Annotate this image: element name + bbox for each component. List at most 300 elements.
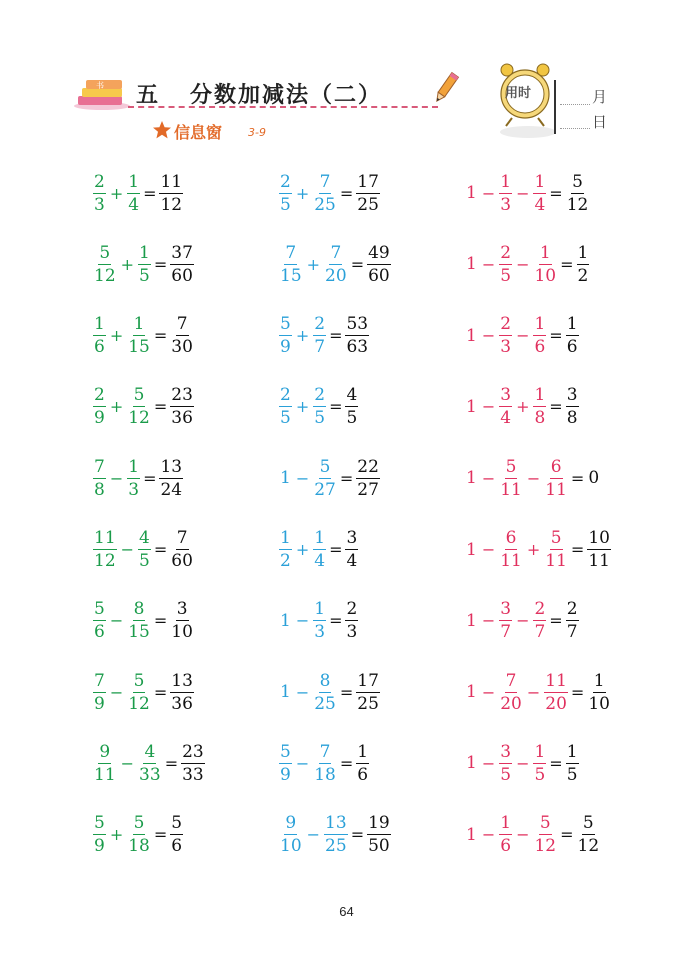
equation-row <box>92 311 195 361</box>
whole-number: 1 <box>280 682 291 703</box>
minus-sign: − <box>295 682 310 702</box>
numerator: 53 <box>346 314 369 335</box>
numerator: 5 <box>133 670 145 691</box>
numerator: 17 <box>357 670 379 691</box>
equals-sign: = <box>350 254 365 274</box>
equation-row <box>464 168 590 218</box>
denominator: 10 <box>171 622 193 643</box>
fraction <box>92 243 118 286</box>
denominator: 8 <box>534 408 546 429</box>
denominator: 3 <box>500 337 512 358</box>
numerator: 2 <box>346 599 358 620</box>
denominator: 5 <box>346 408 358 429</box>
fraction <box>323 813 349 856</box>
equation-row <box>92 810 184 860</box>
equation-row <box>92 525 195 575</box>
numerator: 1 <box>314 599 326 620</box>
denominator: 9 <box>94 836 105 857</box>
whole-number: 1 <box>466 468 477 489</box>
fraction <box>312 457 338 500</box>
fraction <box>498 457 524 500</box>
numerator: 19 <box>368 813 390 834</box>
fraction <box>498 671 524 714</box>
fraction <box>92 172 107 215</box>
minus-sign: − <box>306 825 321 845</box>
equation-row <box>92 667 195 717</box>
denominator: 6 <box>500 836 512 857</box>
fraction <box>92 671 107 714</box>
numerator: 11 <box>160 171 183 192</box>
fraction <box>543 528 569 571</box>
denominator: 5 <box>566 764 578 785</box>
equals-sign: = <box>164 753 179 773</box>
equation-row <box>464 738 580 788</box>
denominator: 6 <box>94 622 105 643</box>
answer-fraction <box>586 528 612 571</box>
fraction <box>278 813 304 856</box>
minus-sign: − <box>481 468 496 488</box>
plus-sign: + <box>109 326 124 346</box>
minus-sign: − <box>120 753 135 773</box>
denominator: 3 <box>500 194 512 215</box>
answer-fraction <box>169 314 195 357</box>
answer-fraction <box>344 385 359 428</box>
fraction <box>312 599 327 642</box>
equation-row <box>464 382 580 432</box>
denominator: 60 <box>368 265 390 286</box>
equation-row <box>464 667 612 717</box>
numerator: 2 <box>500 314 512 335</box>
numerator: 23 <box>171 385 193 406</box>
numerator: 2 <box>314 385 326 406</box>
fraction <box>92 314 107 357</box>
equation-row <box>464 453 601 503</box>
denominator: 25 <box>325 836 347 857</box>
fraction <box>92 457 107 500</box>
equals-sign: = <box>570 468 585 488</box>
denominator: 11 <box>500 479 522 500</box>
answer-fraction <box>366 813 392 856</box>
fraction <box>92 528 118 571</box>
equation-row <box>92 596 195 646</box>
equals-sign: = <box>153 254 168 274</box>
numerator: 5 <box>133 385 145 406</box>
equation-row <box>464 239 590 289</box>
fraction <box>532 599 547 642</box>
equation-row <box>92 239 195 289</box>
minus-sign: − <box>516 825 530 845</box>
denominator: 3 <box>314 622 326 643</box>
numerator: 1 <box>593 670 605 691</box>
minus-sign: − <box>481 326 496 346</box>
denominator: 7 <box>534 622 546 643</box>
equation-row <box>278 525 359 575</box>
fraction <box>312 314 327 357</box>
denominator: 25 <box>357 693 379 714</box>
equals-sign: = <box>153 326 168 346</box>
plus-sign: + <box>295 326 310 346</box>
equals-sign: = <box>339 753 354 773</box>
minus-sign: − <box>109 611 124 631</box>
answer-fraction <box>169 813 184 856</box>
denominator: 11 <box>545 551 567 571</box>
denominator: 36 <box>171 408 193 429</box>
numerator: 11 <box>545 670 567 691</box>
plus-sign: + <box>109 825 124 845</box>
minus-sign: − <box>516 753 530 773</box>
denominator: 5 <box>139 265 150 286</box>
plus-sign: + <box>109 397 124 417</box>
answer-fraction <box>586 671 612 714</box>
denominator: 11 <box>588 551 610 571</box>
denominator: 5 <box>500 764 512 785</box>
whole-number: 1 <box>466 325 477 346</box>
denominator: 10 <box>280 836 302 857</box>
answer-fraction <box>355 457 381 500</box>
fraction <box>126 385 152 428</box>
denominator: 30 <box>171 337 193 358</box>
denominator: 4 <box>500 408 512 429</box>
denominator: 20 <box>500 693 522 714</box>
minus-sign: − <box>120 540 135 559</box>
fraction <box>312 528 327 571</box>
fraction <box>543 671 569 714</box>
answer-fraction <box>169 599 195 642</box>
numerator: 4 <box>144 741 156 762</box>
numerator: 2 <box>500 242 512 263</box>
fraction <box>498 385 513 428</box>
numerator: 8 <box>319 670 331 691</box>
plus-sign: + <box>109 183 124 203</box>
fraction <box>126 172 141 215</box>
whole-number: 1 <box>466 183 477 203</box>
minus-sign: − <box>481 753 496 773</box>
fraction <box>312 742 338 785</box>
fraction <box>278 385 293 428</box>
numerator: 5 <box>505 456 517 477</box>
answer-fraction <box>565 742 580 785</box>
minus-sign: − <box>516 254 530 274</box>
plus-sign: + <box>120 254 135 274</box>
numerator: 4 <box>346 385 358 406</box>
numerator: 3 <box>176 599 188 620</box>
numerator: 7 <box>319 171 331 192</box>
numerator: 5 <box>94 813 105 834</box>
denominator: 11 <box>500 551 522 571</box>
equation-row <box>278 596 359 646</box>
chapter-number: 五 <box>136 83 159 108</box>
info-window-label: 信息窗 <box>174 123 223 142</box>
equals-sign: = <box>329 611 343 631</box>
minus-sign: − <box>481 254 496 274</box>
equation-row <box>278 168 381 218</box>
numerator: 3 <box>500 385 512 406</box>
denominator: 33 <box>182 764 204 785</box>
numerator: 1 <box>128 171 140 192</box>
denominator: 11 <box>545 479 567 500</box>
minus-sign: − <box>481 397 496 417</box>
denominator: 5 <box>280 194 291 215</box>
info-window-code: 3-9 <box>248 126 266 139</box>
answer-fraction <box>355 172 381 215</box>
whole-number: 1 <box>466 539 477 560</box>
equals-sign: = <box>153 397 168 417</box>
denominator: 2 <box>280 551 291 571</box>
fraction <box>278 243 304 286</box>
denominator: 27 <box>357 479 379 500</box>
answer-fraction <box>344 599 359 642</box>
denominator: 8 <box>566 408 578 429</box>
numerator: 3 <box>346 528 358 548</box>
numerator: 1 <box>500 171 512 192</box>
fraction <box>532 742 547 785</box>
denominator: 12 <box>94 551 116 571</box>
equation-row <box>92 382 195 432</box>
numerator: 1 <box>577 242 589 263</box>
answer-number: 0 <box>588 468 600 489</box>
denominator: 50 <box>368 836 390 857</box>
denominator: 9 <box>280 764 291 785</box>
answer-fraction <box>158 172 184 215</box>
denominator: 9 <box>94 693 105 714</box>
answer-fraction <box>366 243 392 286</box>
plus-sign: + <box>295 540 310 559</box>
denominator: 18 <box>314 764 336 785</box>
denominator: 7 <box>566 622 578 643</box>
denominator: 12 <box>534 836 557 857</box>
numerator: 9 <box>99 741 111 762</box>
minus-sign: − <box>295 611 310 631</box>
whole-number: 1 <box>466 254 477 275</box>
numerator: 5 <box>99 242 111 263</box>
equation-row <box>92 738 206 788</box>
numerator: 23 <box>182 741 204 762</box>
denominator: 12 <box>160 194 183 215</box>
minus-sign: − <box>516 611 530 631</box>
denominator: 20 <box>545 693 567 714</box>
svg-text:书: 书 <box>96 81 104 90</box>
numerator: 1 <box>357 741 369 762</box>
numerator: 5 <box>280 314 291 335</box>
numerator: 5 <box>280 741 291 762</box>
fraction <box>278 172 293 215</box>
denominator: 4 <box>314 551 326 571</box>
denominator: 9 <box>94 408 105 429</box>
fraction <box>126 599 152 642</box>
fraction <box>126 314 152 357</box>
denominator: 9 <box>280 337 291 358</box>
equation-row <box>464 311 580 361</box>
numerator: 5 <box>539 813 551 834</box>
numerator: 2 <box>314 314 326 335</box>
equals-sign: = <box>339 468 354 488</box>
numerator: 7 <box>330 242 342 263</box>
denominator: 15 <box>128 622 150 643</box>
fraction <box>498 314 513 357</box>
denominator: 25 <box>314 194 336 215</box>
numerator: 7 <box>285 242 297 263</box>
denominator: 15 <box>128 337 150 358</box>
denominator: 27 <box>314 479 336 500</box>
answer-fraction <box>344 314 370 357</box>
fraction <box>137 742 163 785</box>
minus-sign: − <box>481 183 496 203</box>
equation-row <box>92 453 184 503</box>
fraction <box>92 385 107 428</box>
equals-sign: = <box>143 183 157 203</box>
answer-fraction <box>169 671 195 714</box>
fraction <box>312 385 327 428</box>
denominator: 12 <box>577 836 600 857</box>
fraction <box>498 742 513 785</box>
equals-sign: = <box>549 326 563 346</box>
denominator: 36 <box>171 693 193 714</box>
plus-sign: + <box>306 254 321 274</box>
denominator: 5 <box>500 265 512 286</box>
answer-fraction <box>565 599 580 642</box>
denominator: 6 <box>566 337 578 358</box>
denominator: 12 <box>128 408 150 429</box>
plus-sign: + <box>526 540 541 559</box>
equals-sign: = <box>339 183 354 203</box>
equals-sign: = <box>153 611 168 631</box>
numerator: 7 <box>505 670 517 691</box>
numerator: 1 <box>534 385 546 406</box>
fraction <box>498 172 513 215</box>
numerator: 1 <box>314 528 326 548</box>
numerator: 1 <box>534 314 546 335</box>
answer-fraction <box>576 813 602 856</box>
denominator: 10 <box>534 265 557 286</box>
denominator: 5 <box>139 551 150 571</box>
numerator: 6 <box>550 456 562 477</box>
equation-row <box>464 525 612 575</box>
equals-sign: = <box>153 682 168 702</box>
numerator: 5 <box>133 813 145 834</box>
denominator: 24 <box>160 479 183 500</box>
denominator: 18 <box>128 836 150 857</box>
answer-fraction <box>565 172 591 215</box>
equals-sign: = <box>153 540 168 559</box>
numerator: 7 <box>319 741 331 762</box>
minus-sign: − <box>109 468 124 488</box>
fraction <box>278 314 293 357</box>
numerator: 1 <box>94 314 105 335</box>
minus-sign: − <box>295 468 310 488</box>
denominator: 25 <box>357 194 379 215</box>
equals-sign: = <box>549 397 563 417</box>
minus-sign: − <box>526 682 541 702</box>
denominator: 3 <box>346 622 358 643</box>
denominator: 5 <box>314 408 326 429</box>
equals-sign: = <box>549 183 563 203</box>
denominator: 60 <box>171 551 193 571</box>
numerator: 22 <box>357 456 379 477</box>
equals-sign: = <box>143 468 157 488</box>
answer-fraction <box>169 385 195 428</box>
numerator: 6 <box>505 528 517 548</box>
fraction <box>532 385 547 428</box>
denominator: 20 <box>325 265 347 286</box>
minus-sign: − <box>481 540 496 559</box>
fraction <box>312 671 338 714</box>
denominator: 7 <box>314 337 326 358</box>
denominator: 6 <box>171 836 183 857</box>
numerator: 2 <box>534 599 546 620</box>
equation-row <box>278 738 370 788</box>
numerator: 1 <box>566 741 578 762</box>
fraction <box>278 742 293 785</box>
page-number: 64 <box>339 904 354 919</box>
fraction <box>498 243 513 286</box>
numerator: 49 <box>368 242 390 263</box>
fraction <box>126 671 152 714</box>
fraction <box>137 528 152 571</box>
chapter-title: 分数加减法（二） <box>190 83 383 108</box>
numerator: 2 <box>94 385 105 406</box>
fraction <box>137 243 152 286</box>
answer-fraction <box>169 243 195 286</box>
equals-sign: = <box>549 753 563 773</box>
whole-number: 1 <box>466 824 477 845</box>
numerator: 1 <box>566 314 578 335</box>
month-label: 月 <box>592 88 608 106</box>
equals-sign: = <box>329 397 343 417</box>
denominator: 5 <box>280 408 291 429</box>
fraction <box>532 243 558 286</box>
answer-fraction <box>576 243 591 286</box>
minus-sign: − <box>516 183 530 203</box>
equation-row <box>278 239 392 289</box>
whole-number: 1 <box>466 753 477 774</box>
denominator: 6 <box>94 337 105 358</box>
answer-fraction <box>180 742 206 785</box>
fraction <box>498 599 513 642</box>
plus-sign: + <box>295 183 310 203</box>
numerator: 5 <box>572 171 583 192</box>
denominator: 63 <box>346 337 369 358</box>
numerator: 37 <box>171 242 193 263</box>
minus-sign: − <box>481 682 496 702</box>
answer-fraction <box>355 742 370 785</box>
equals-sign: = <box>329 540 343 559</box>
equals-sign: = <box>560 825 574 845</box>
fraction <box>543 457 569 500</box>
equation-row <box>92 168 184 218</box>
answer-fraction <box>565 314 580 357</box>
whole-number: 1 <box>466 396 477 417</box>
equals-sign: = <box>570 682 585 702</box>
whole-number: 1 <box>280 468 291 489</box>
numerator: 13 <box>171 670 193 691</box>
equation-row <box>278 382 359 432</box>
numerator: 2 <box>94 171 105 192</box>
answer-fraction <box>355 671 381 714</box>
equation-row <box>464 596 580 646</box>
denominator: 60 <box>171 265 193 286</box>
numerator: 1 <box>539 242 551 263</box>
minus-sign: − <box>516 326 530 346</box>
denominator: 6 <box>357 764 369 785</box>
numerator: 5 <box>319 456 331 477</box>
whole-number: 1 <box>466 610 477 631</box>
numerator: 3 <box>500 599 512 620</box>
equals-sign: = <box>339 682 354 702</box>
numerator: 3 <box>500 741 512 762</box>
fraction <box>92 813 107 856</box>
plus-sign: + <box>295 397 310 417</box>
numerator: 2 <box>280 171 291 192</box>
